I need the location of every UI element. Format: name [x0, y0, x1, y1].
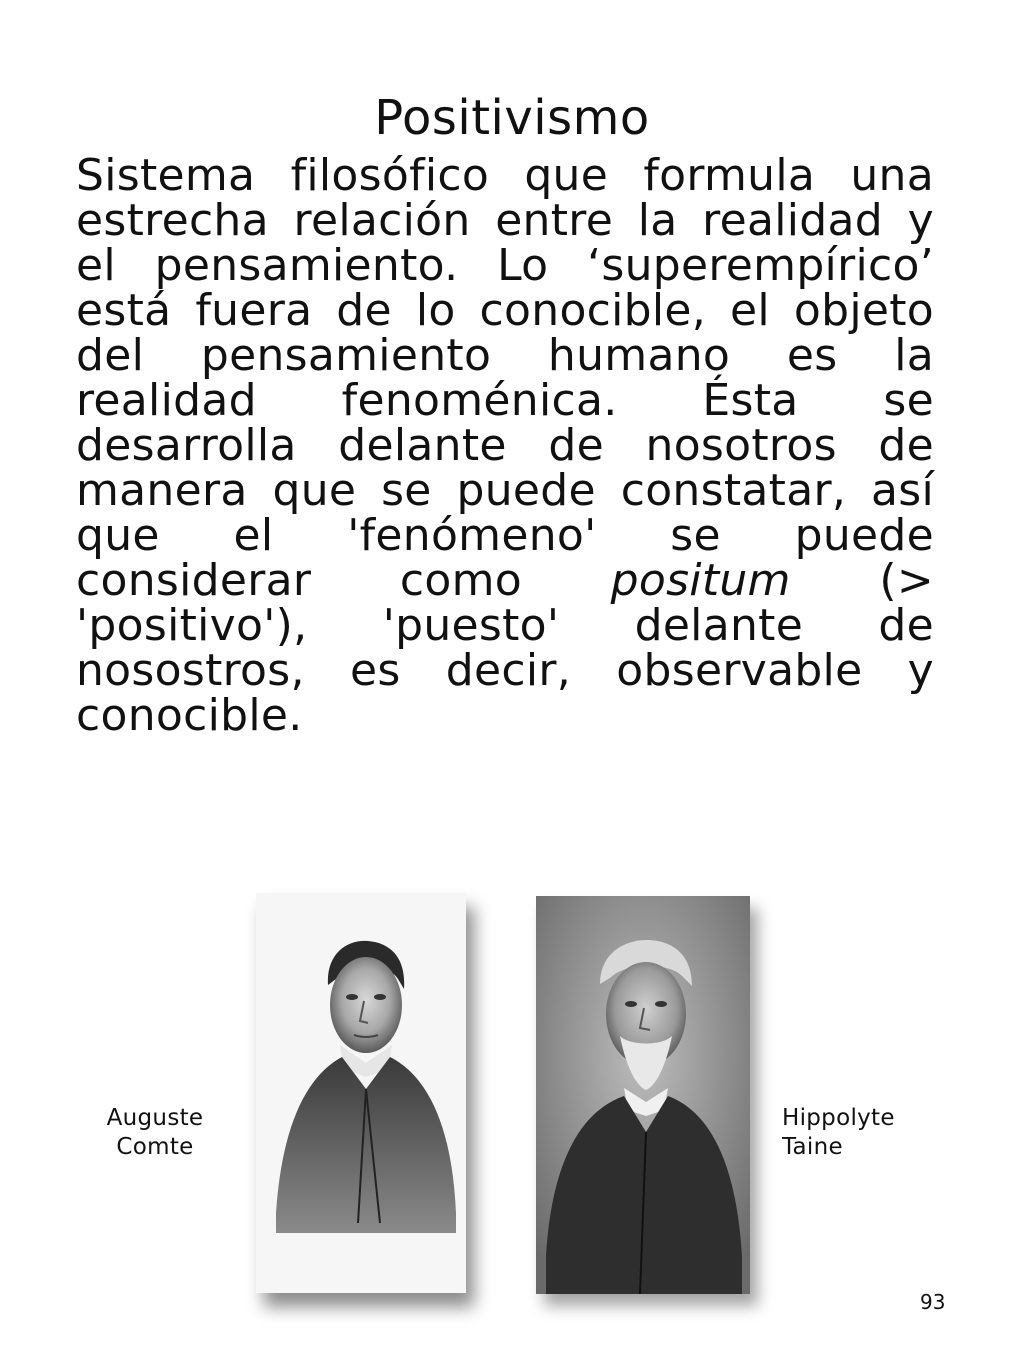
portrait-comte-image	[256, 893, 466, 1293]
paragraph-text-start: Sistema filosófico que formula una estrecha relación entre la realidad y el pensamiento. Lo ‘superempírico’ está fuera de lo conocible, el objeto del pensamiento humano es la realidad fenoménica. Ésta se desarrolla delante de nosotros de manera que se puede constatar, así que el 'fenómeno' se puede considerar como	[76, 150, 934, 606]
caption-comte-line1: Auguste	[106, 1105, 204, 1131]
page-title: Positivismo	[374, 90, 650, 146]
caption-taine	[782, 1104, 942, 1162]
caption-taine-line1: Hippolyte	[782, 1105, 895, 1131]
paragraph-text-end: (> 'positivo'), 'puesto' delante de nosostros, es decir, observable y conocible.	[76, 555, 934, 741]
portrait-taine-illustration	[536, 896, 750, 1294]
portrait-comte-illustration	[256, 893, 466, 1293]
caption-comte-line2: Comte	[116, 1134, 194, 1160]
portrait-taine-image	[536, 896, 750, 1294]
paragraph-italic-term: positum	[610, 555, 791, 606]
caption-taine-line2: Taine	[782, 1134, 843, 1160]
body-paragraph	[76, 150, 934, 741]
caption-comte	[90, 1104, 220, 1162]
page-number: 93	[920, 1290, 946, 1314]
